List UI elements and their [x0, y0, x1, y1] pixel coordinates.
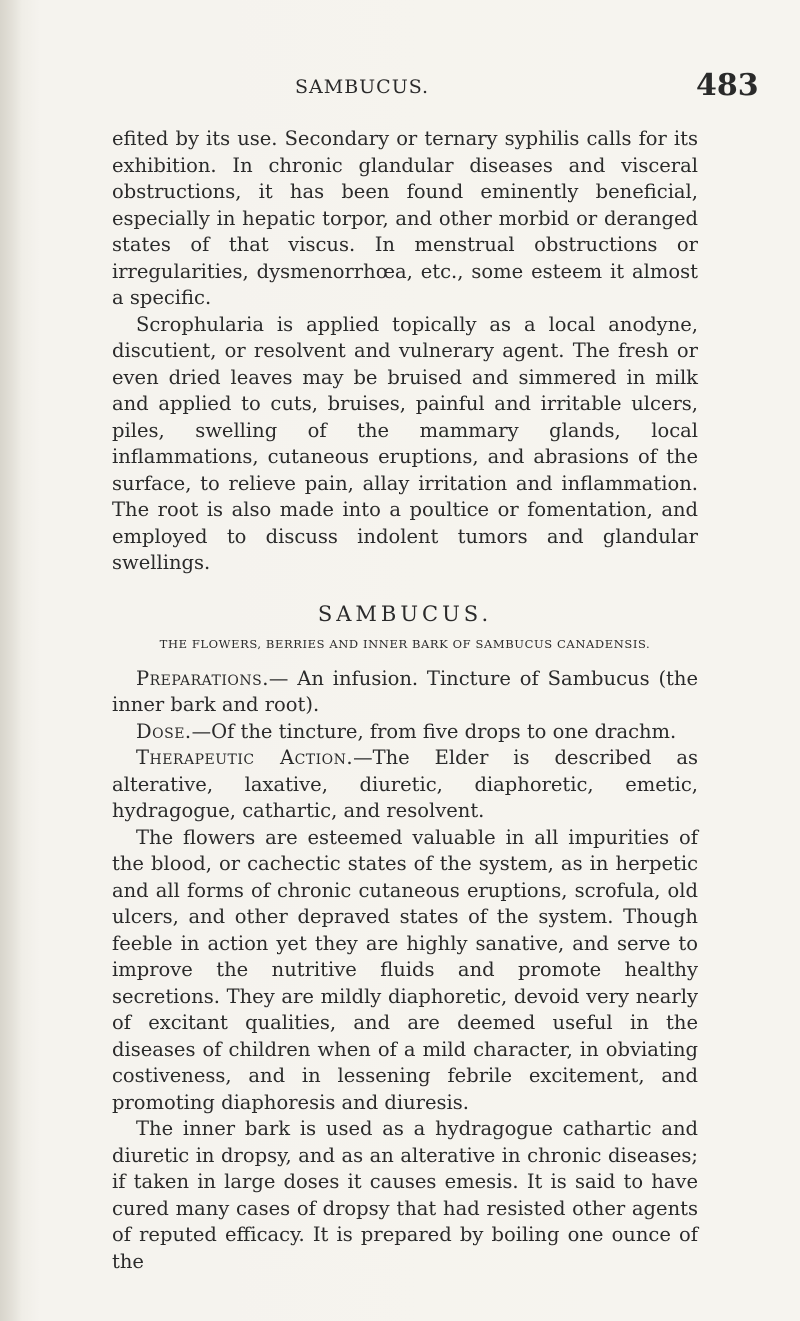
- paragraph-inner-bark: The inner bark is used as a hydragogue cathartic and diuretic in dropsy, and as an alterative in chronic diseases; if taken in large doses it causes emesis. It is said to have cured many cases of dropsy that had resisted other agents of reputed efficacy. It is prepared by boiling one ounce of the: [112, 1117, 698, 1273]
- running-head: [0, 68, 800, 108]
- dose-label: Dose.: [136, 719, 192, 743]
- therapeutic-text: —The Elder is described as alterative, laxative, diuretic, diaphoretic, emetic, hydragogue, cathartic, and resolvent.: [112, 746, 698, 822]
- preparations-paragraph: [112, 666, 698, 719]
- section-subtitle: THE FLOWERS, BERRIES AND INNER BARK OF SAMBUCUS CANADENSIS.: [159, 637, 651, 651]
- paragraph-topical-use: Scrophularia is applied topically as a local anodyne, discutient, or resolvent and vulnerary agent. The fresh or even dried leaves may be bruised and simmered in milk and applied to cuts, bruises, painful and irritable ulcers, piles, swelling of the mammary glands, local inflammations, cutaneous eruptions, and abrasions of the surface, to relieve pain, allay irritation and inflammation. The root is also made into a poultice or fomentation, and employed to discuss indolent tumors and glandular swellings.: [112, 312, 698, 574]
- preparations-label: Preparations.: [136, 666, 269, 690]
- paragraph-continued: efited by its use. Secondary or ternary syphilis calls for its exhibition. In chronic glandular diseases and visceral obstructions, it has been found eminently beneficial, especially in hepatic torpor, and other morbid or deranged states of that viscus. In menstrual obstructions or irregularities, dysmenorrhœa, etc., some esteem it almost a specific.: [112, 127, 698, 309]
- page-gutter-shadow: [0, 0, 22, 1321]
- page-number: 483: [696, 68, 759, 103]
- dose-text: —Of the tincture, from five drops to one drachm.: [191, 719, 677, 743]
- paragraph-flowers: The flowers are esteemed valuable in all impurities of the blood, or cachectic states of the system, as in herpetic and all forms of chronic cutaneous eruptions, scrofula, old ulcers, and other depraved states of the system. Though feeble in action yet they are highly sanative, and serve to improve the nutritive fluids and promote healthy secretions. They are mildly diaphoretic, devoid very nearly of excitant qualities, and are deemed useful in the diseases of children when of a mild character, in obviating costiveness, and in lessening febrile excitement, and promoting diaphoresis and diuresis.: [112, 825, 698, 1114]
- preparations-text: — An infusion. Tincture of Sambucus (the inner bark and root).: [112, 666, 698, 716]
- section-title: SAMBUCUS.: [317, 601, 493, 626]
- therapeutic-paragraph: [112, 745, 698, 825]
- dose-paragraph: [112, 719, 698, 746]
- running-title: SAMBUCUS.: [295, 76, 430, 98]
- therapeutic-label: Therapeutic Action.: [136, 746, 354, 769]
- page-body: [112, 126, 698, 1275]
